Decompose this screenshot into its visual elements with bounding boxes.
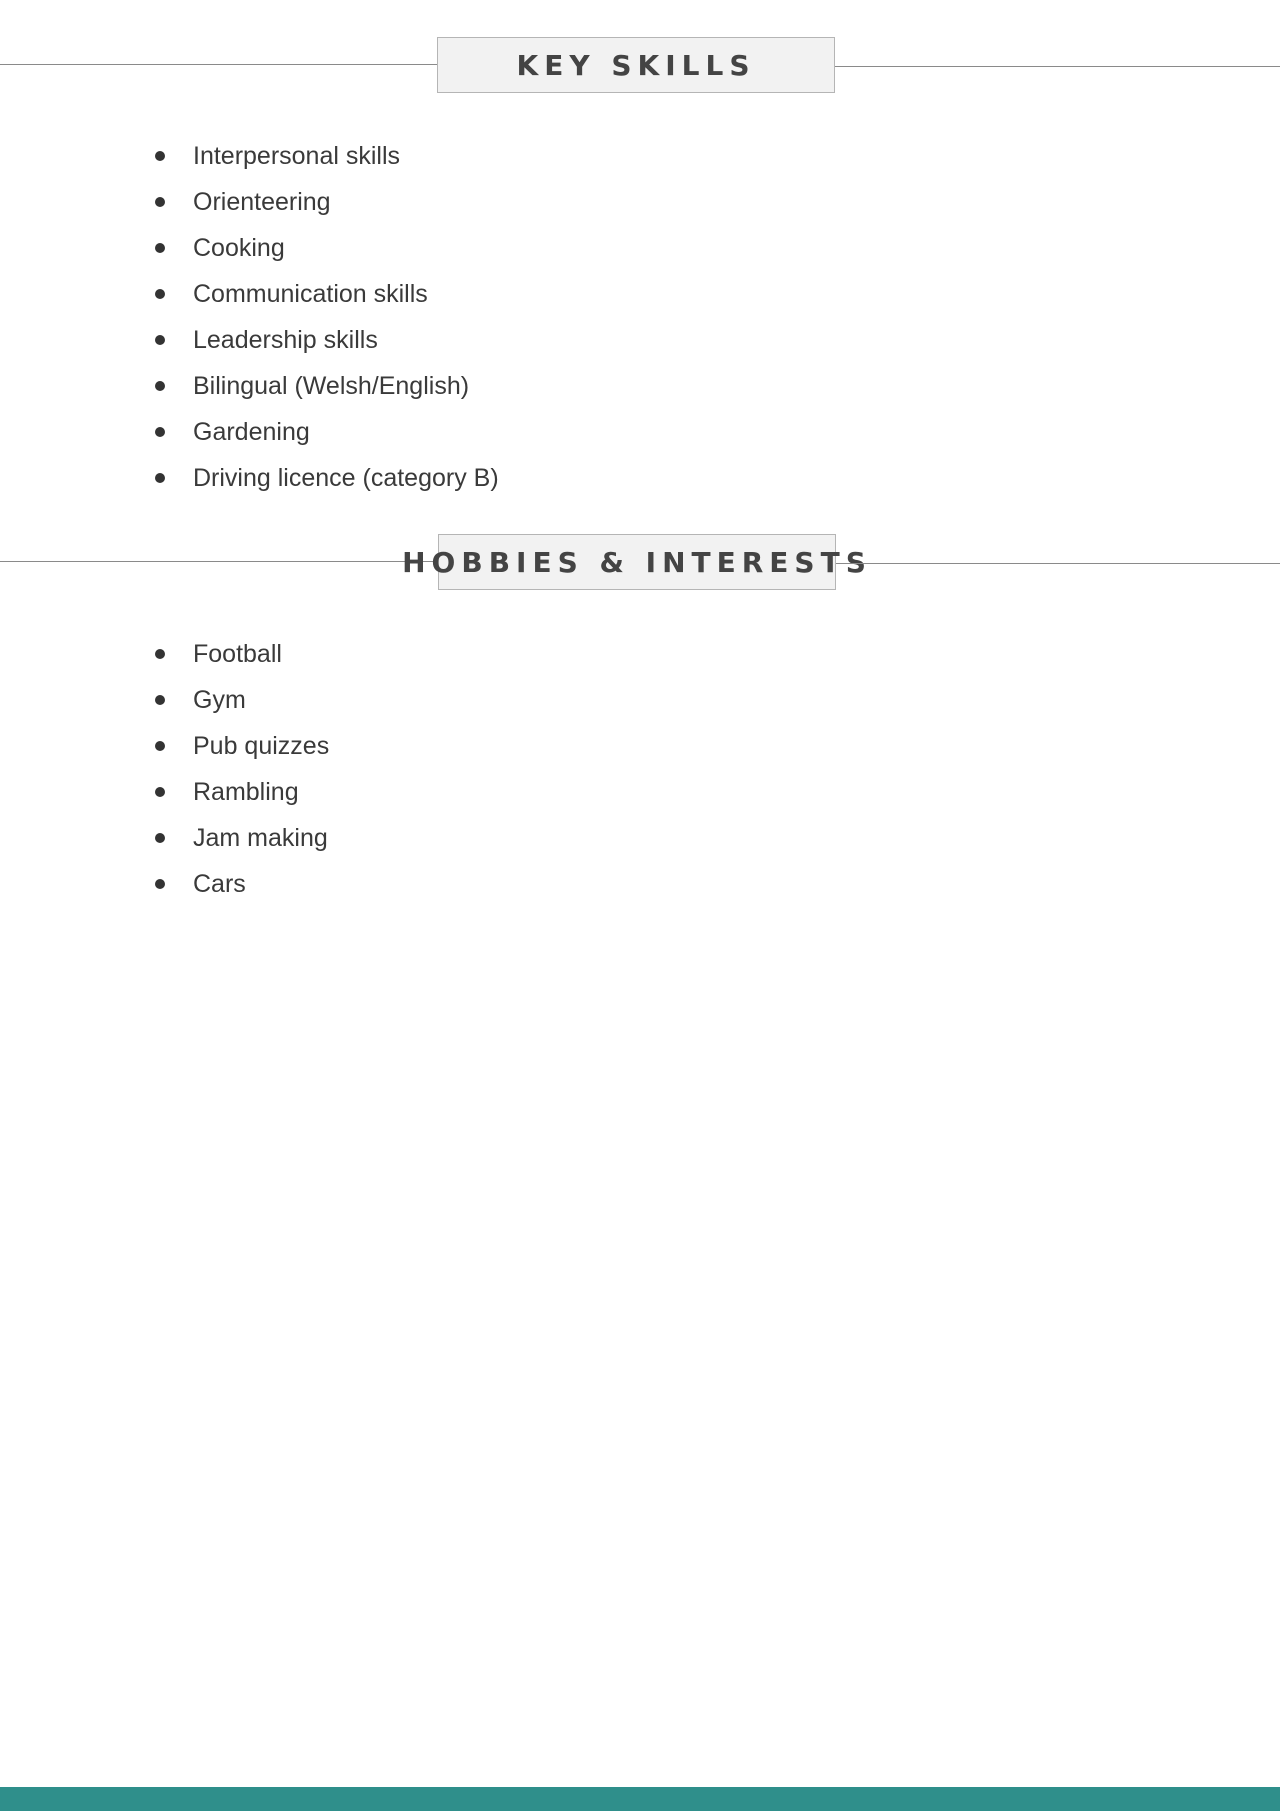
bullet-icon [155, 335, 165, 345]
list-item [0, 225, 1280, 271]
bullet-icon [155, 833, 165, 843]
list-item [0, 133, 1280, 179]
bullet-icon [155, 649, 165, 659]
bullet-icon [155, 151, 165, 161]
header-rule-left [0, 561, 438, 562]
list-item [0, 317, 1280, 363]
list-item-text: Cooking [193, 234, 285, 262]
list-item [0, 815, 1280, 861]
header-rule-right [835, 66, 1280, 67]
key-skills-title: KEY SKILLS [437, 37, 835, 93]
list-item [0, 271, 1280, 317]
list-item [0, 179, 1280, 225]
list-item [0, 363, 1280, 409]
list-item [0, 861, 1280, 907]
list-item [0, 769, 1280, 815]
list-item-text: Driving licence (category B) [193, 464, 499, 492]
list-item-text: Interpersonal skills [193, 142, 401, 170]
bullet-icon [155, 879, 165, 889]
bullet-icon [155, 243, 165, 253]
list-item [0, 409, 1280, 455]
list-item-text: Jam making [193, 824, 328, 852]
list-item-text: Rambling [193, 778, 299, 806]
hobbies-interests-header [0, 534, 1280, 594]
hobbies-interests-title: HOBBIES & INTERESTS [438, 534, 836, 590]
key-skills-header [0, 37, 1280, 97]
list-item [0, 455, 1280, 501]
list-item-text: Communication skills [193, 280, 428, 308]
hobbies-interests-list [0, 631, 1280, 907]
bullet-icon [155, 695, 165, 705]
bullet-icon [155, 741, 165, 751]
bullet-icon [155, 427, 165, 437]
bullet-icon [155, 289, 165, 299]
list-item-text: Orienteering [193, 188, 331, 216]
list-item-text: Gardening [193, 418, 310, 446]
list-item-text: Bilingual (Welsh/English) [193, 372, 470, 400]
list-item-text: Gym [193, 686, 246, 714]
list-item-text: Leadership skills [193, 326, 378, 354]
bullet-icon [155, 787, 165, 797]
bullet-icon [155, 473, 165, 483]
header-rule-right [836, 563, 1280, 564]
bullet-icon [155, 381, 165, 391]
list-item [0, 631, 1280, 677]
header-rule-left [0, 64, 437, 65]
list-item-text: Pub quizzes [193, 732, 330, 760]
footer-accent-bar [0, 1787, 1280, 1811]
list-item-text: Football [193, 640, 282, 668]
list-item-text: Cars [193, 870, 246, 898]
list-item [0, 677, 1280, 723]
list-item [0, 723, 1280, 769]
bullet-icon [155, 197, 165, 207]
key-skills-list [0, 133, 1280, 501]
